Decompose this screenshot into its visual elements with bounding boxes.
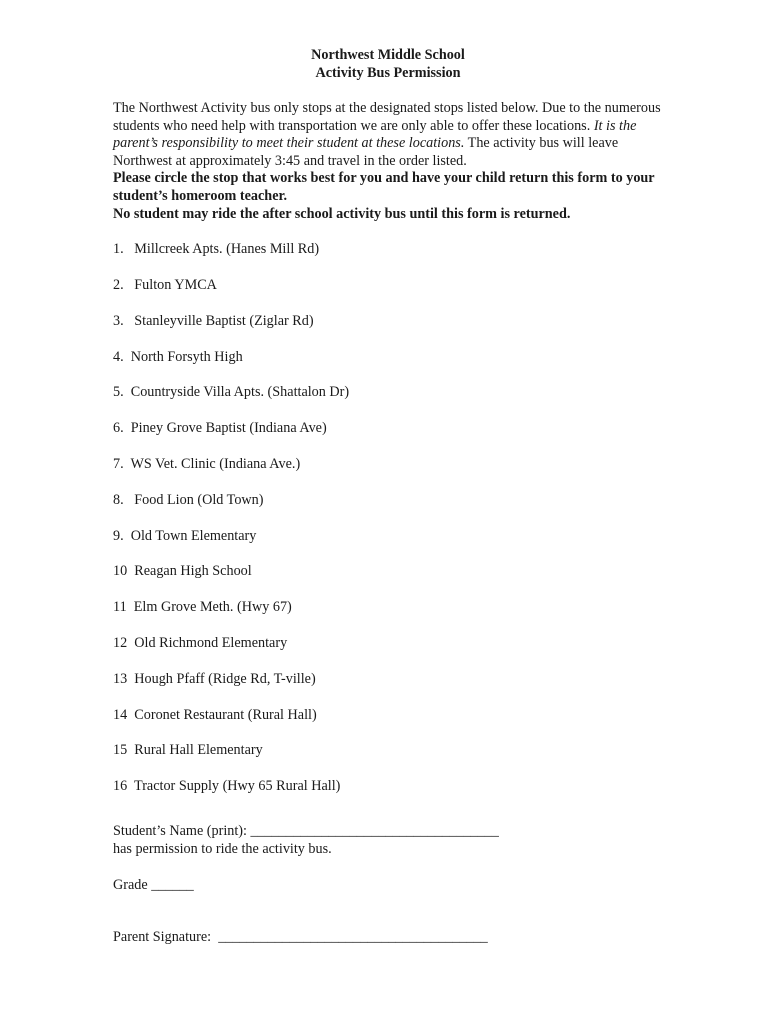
bus-stop-item: 13 Hough Pfaff (Ridge Rd, T-ville) [113,670,316,687]
bus-stop-item: 16 Tractor Supply (Hwy 65 Rural Hall) [113,778,341,795]
bus-stop-item: 14 Coronet Restaurant (Rural Hall) [113,706,317,723]
grade-field: Grade ______ [113,876,194,893]
bus-stop-item: 4. North Forsyth High [113,348,243,365]
bus-stop-item: 12 Old Richmond Elementary [113,634,288,651]
bus-stop-item: 5. Countryside Villa Apts. (Shattalon Dr) [113,384,350,401]
bus-stop-item: 15 Rural Hall Elementary [113,742,263,759]
bus-stop-item: 3. Stanleyville Baptist (Ziglar Rd) [113,312,314,329]
intro-text-2: The activity bus will leave Northwest at approximately 3:45 and travel in the order listed. [113,135,619,169]
intro-text-1: The Northwest Activity bus only stops at the designated stops listed below. Due to the numerous students who need help with transportation we are only able to offer these locations. [113,100,661,134]
intro-paragraph [113,100,673,223]
student-name-field: Student’s Name (print): ___________________________________ [113,822,499,839]
parent-signature-field: Parent Signature: ______________________________________ [113,928,488,945]
document-page [113,46,673,946]
bus-stop-item: 10 Reagan High School [113,563,252,580]
bus-stop-item: 7. WS Vet. Clinic (Indiana Ave.) [113,455,301,472]
bus-stop-item: 9. Old Town Elementary [113,527,257,544]
bus-stop-item: 1. Millcreek Apts. (Hanes Mill Rd) [113,241,320,258]
form-title: Activity Bus Permission [315,65,461,81]
intro-italic: It is the parent’s responsibility to meet their student at these locations. [113,117,637,152]
intro-warning: No student may ride the after school activity bus until this form is returned. [113,205,571,222]
school-name: Northwest Middle School [311,47,465,63]
bus-stop-item: 6. Piney Grove Baptist (Indiana Ave) [113,420,327,437]
bus-stop-item: 2. Fulton YMCA [113,276,217,293]
permission-statement: has permission to ride the activity bus. [113,840,332,857]
bus-stop-item: 11 Elm Grove Meth. (Hwy 67) [113,599,292,616]
bus-stop-list [113,240,673,813]
intro-instruction: Please circle the stop that works best for you and have your child return this form to your student’s homeroom teacher. [113,170,655,204]
bus-stop-item: 8. Food Lion (Old Town) [113,491,264,508]
title-block [103,46,673,82]
